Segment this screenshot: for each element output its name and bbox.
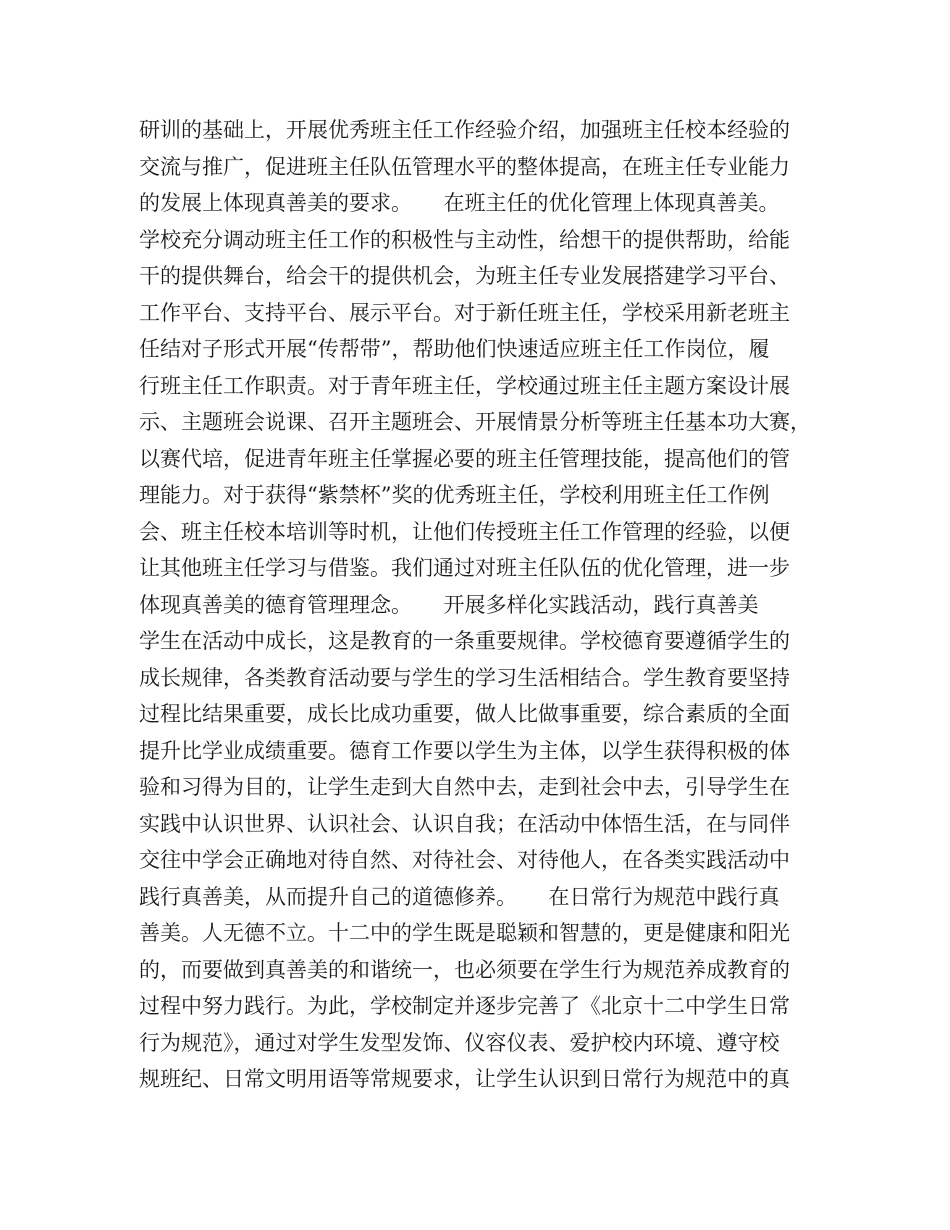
text-line: 行为规范》，通过对学生发型发饰、仪容仪表、爱护校内环境、遵守校 [139, 1030, 780, 1055]
text-line: 任结对子形式开展“传帮带”，帮助他们快速适应班主任工作岗位，履 [139, 337, 770, 361]
text-line: 践行真善美，从而提升自己的道德修养。 在日常行为规范中践行真 [139, 884, 780, 909]
text-line: 以赛代培，促进青年班主任掌握必要的班主任管理技能，提高他们的管 [139, 446, 790, 471]
text-line: 学生在活动中成长，这是教育的一条重要规律。学校德育要遵循学生的 [139, 629, 790, 653]
text-line: 验和习得为目的，让学生走到大自然中去，走到社会中去，引导学生在 [139, 775, 790, 799]
text-line: 行班主任工作职责。对于青年班主任，学校通过班主任主题方案设计展 [139, 373, 790, 398]
text-line: 规班纪、日常文明用语等常规要求，让学生认识到日常行为规范中的真 [139, 1067, 790, 1091]
text-line: 实践中认识世界、认识社会、认识自我；在活动中体悟生活，在与同伴 [139, 811, 790, 836]
text-line: 的，而要做到真善美的和谐统一，也必须要在学生行为规范养成教育的 [139, 957, 790, 982]
text-line: 体现真善美的德育管理理念。 开展多样化实践活动，践行真善美 [139, 592, 759, 617]
text-line: 示、主题班会说课、召开主题班会、开展情景分析等班主任基本功大赛， [139, 410, 811, 434]
text-line: 的发展上体现真善美的要求。 在班主任的优化管理上体现真善美。 [139, 191, 780, 215]
text-line: 理能力。对于获得“紫禁杯”奖的优秀班主任，学校利用班主任工作例 [139, 483, 770, 507]
text-line: 提升比学业成绩重要。德育工作要以学生为主体，以学生获得积极的体 [139, 738, 790, 763]
text-line: 研训的基础上，开展优秀班主任工作经验介绍，加强班主任校本经验的 [139, 118, 790, 142]
text-line: 善美。人无德不立。十二中的学生既是聪颖和智慧的，更是健康和阳光 [139, 921, 790, 945]
text-line: 学校充分调动班主任工作的积极性与主动性，给想干的提供帮助，给能 [139, 227, 790, 252]
text-line: 交往中学会正确地对待自然、对待社会、对待他人，在各类实践活动中 [139, 848, 790, 872]
text-line: 干的提供舞台，给会干的提供机会，为班主任专业发展搭建学习平台、 [139, 264, 790, 288]
text-line: 成长规律，各类教育活动要与学生的学习生活相结合。学生教育要坚持 [139, 665, 790, 690]
body-text [139, 112, 829, 1098]
text-line: 会、班主任校本培训等时机，让他们传授班主任工作管理的经验，以便 [139, 519, 790, 544]
text-line: 让其他班主任学习与借鉴。我们通过对班主任队伍的优化管理，进一步 [139, 556, 790, 580]
text-line: 过程比结果重要，成长比成功重要，做人比做事重要，综合素质的全面 [139, 702, 790, 726]
text-line: 过程中努力践行。为此，学校制定并逐步完善了《北京十二中学生日常 [139, 994, 790, 1018]
text-line: 工作平台、支持平台、展示平台。对于新任班主任，学校采用新老班主 [139, 300, 790, 325]
text-line: 交流与推广，促进班主任队伍管理水平的整体提高，在班主任专业能力 [139, 154, 790, 179]
